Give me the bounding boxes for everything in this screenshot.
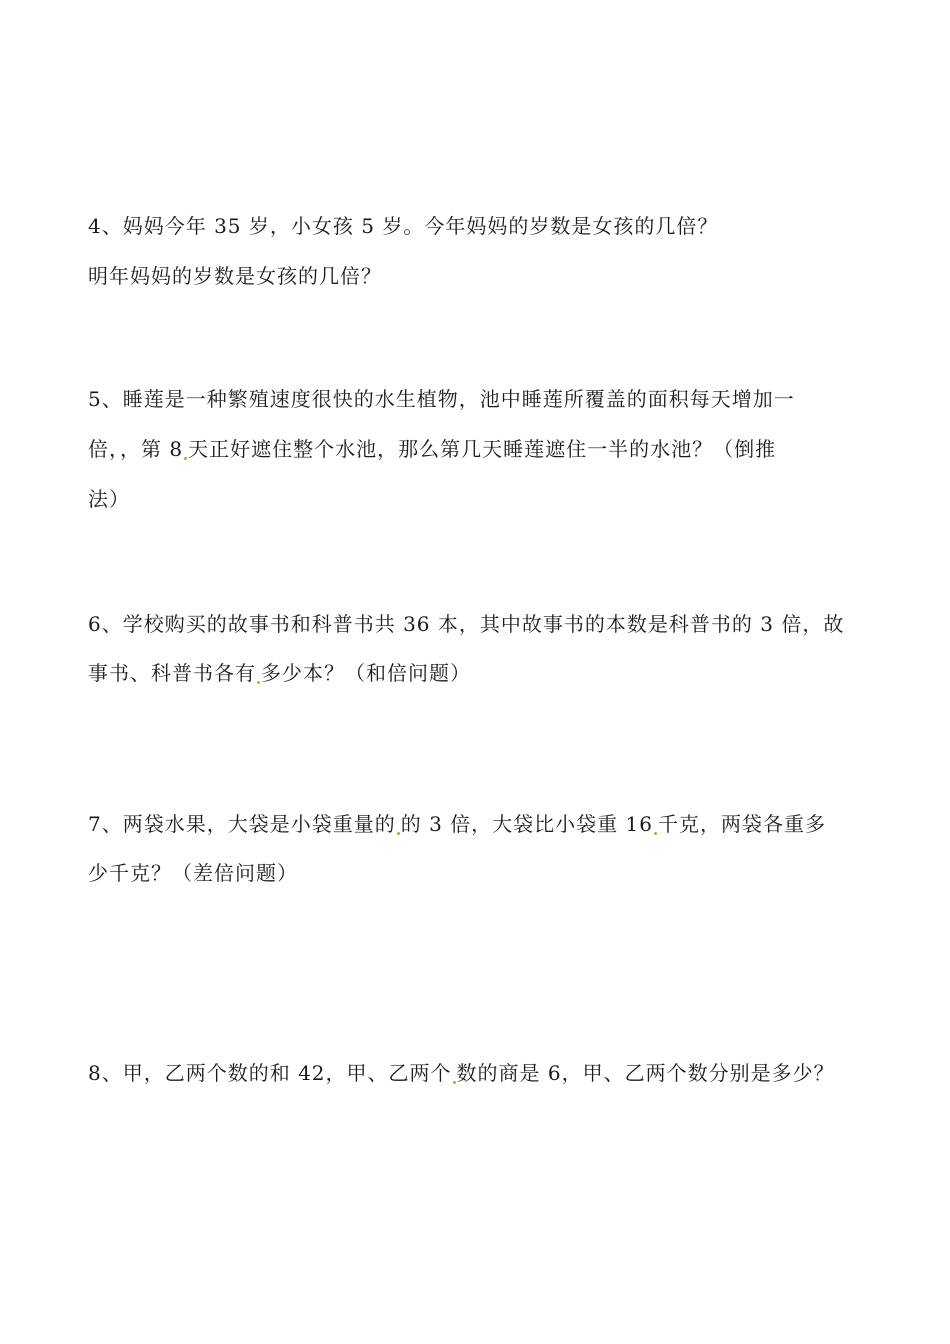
problem-5-line-1: 5、睡莲是一种繁殖速度很快的水生植物，池中睡莲所覆盖的面积每天增加一 [88,387,795,411]
mark-dot [453,1081,456,1084]
problem-4-line-1: 4、妈妈今年 35 岁，小女孩 5 岁。今年妈妈的岁数是女孩的几倍？ [88,214,719,238]
problem-7-line-1-part-3: 千克，两袋各重多 [657,812,826,836]
problem-7-line-1 [88,811,826,837]
problem-5-line-2-part-1: 倍，，第 8 [88,437,184,461]
problem-8-line-1-part-2: 数的商是 6，甲、乙两个数分别是多少？ [456,1061,835,1085]
problem-7-line-1-part-1: 7、两袋水果，大袋是小袋重量的 [88,812,396,836]
problem-7-line-2: 少千克？（差倍问题） [88,861,298,885]
problem-6-line-2-part-2: 多少本？（和倍问题） [261,661,471,685]
problem-6-line-2-part-1: 事书、科普书各有 [88,661,256,685]
problem-8-line-1 [88,1060,835,1086]
problem-6-line-1: 6、学校购买的故事书和科普书共 36 本，其中故事书的本数是科普书的 3 倍，故 [88,612,845,636]
problem-6-line-2 [88,660,471,686]
mark-dot [257,681,260,684]
mark-dot [184,457,187,460]
problem-7-line-1-part-2: 的 3 倍，大袋比小袋重 16 [400,812,653,836]
problem-8-line-1-part-1: 8、甲，乙两个数的和 42，甲、乙两个 [88,1061,452,1085]
mark-dot [397,832,400,835]
problem-4-line-2: 明年妈妈的岁数是女孩的几倍？ [88,264,382,288]
problem-5-line-2 [88,436,776,462]
mark-dot [654,832,657,835]
problem-5-line-3: 法） [88,487,130,511]
problem-5-line-2-part-2: 天正好遮住整个水池，那么第几天睡莲遮住一半的水池？（倒推 [188,437,777,461]
